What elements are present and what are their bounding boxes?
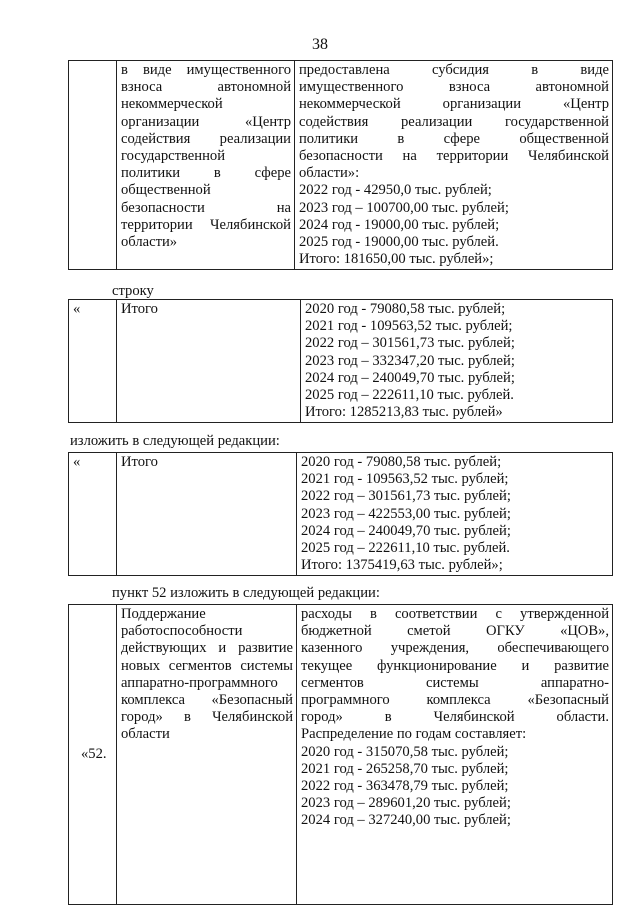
- text-line: содействия реализации: [121, 130, 291, 147]
- text-line: 2021 год - 109563,52 тыс. рублей;: [305, 318, 513, 335]
- text-line: области»: [121, 234, 178, 251]
- text-line: 2023 год – 100700,00 тыс. рублей;: [299, 199, 509, 216]
- text-line: 2025 год - 19000,00 тыс. рублей.: [299, 234, 499, 251]
- paragraph-stroku: строку: [112, 283, 154, 299]
- text-line: 2024 год – 240049,70 тыс. рублей;: [305, 369, 515, 386]
- text-line: Итого: 1375419,63 тыс. рублей»;: [301, 557, 503, 574]
- table-cell-name: [117, 61, 295, 270]
- table-item-52: [68, 604, 613, 905]
- text-line: 2023 год – 422553,00 тыс. рублей;: [301, 505, 511, 522]
- text-line: казенного учреждения, обеспечивающего: [301, 640, 609, 657]
- text-line: области»:: [299, 165, 360, 182]
- table-cell-description: [297, 453, 613, 576]
- text-line: Итого: 1285213,83 тыс. рублей»: [305, 404, 503, 421]
- text-line: 2025 год – 222611,10 тыс. рублей.: [305, 387, 514, 404]
- text-line: организации «Центр: [121, 113, 291, 130]
- text-line: 2024 год – 327240,00 тыс. рублей;: [301, 812, 511, 829]
- paragraph-item-52-instruction: пункт 52 изложить в следующей редакции:: [112, 585, 380, 601]
- text-line: 2023 год – 332347,20 тыс. рублей;: [305, 352, 515, 369]
- text-line: государственной: [121, 148, 226, 165]
- text-line: 2022 год – 301561,73 тыс. рублей;: [305, 335, 515, 352]
- total-line: Итого: 181650,00 тыс. рублей»;: [299, 251, 494, 268]
- text-line: сегментов системы аппаратно-: [301, 674, 609, 691]
- text-line: бюджетной сметой ОГКУ «ЦОВ»,: [301, 623, 609, 640]
- table-cell-number: «52.: [69, 605, 117, 905]
- text-line: политики в сфере общественной: [299, 130, 609, 147]
- table-row: [69, 605, 613, 905]
- text-line: программного комплекса «Безопасный: [301, 692, 609, 709]
- table-old-total: [68, 299, 613, 423]
- text-line: 2023 год – 289601,20 тыс. рублей;: [301, 795, 511, 812]
- text-line: 2020 год - 79080,58 тыс. рублей;: [305, 301, 506, 317]
- paragraph-edit-instruction: изложить в следующей редакции:: [70, 433, 280, 449]
- table-cell-name: Итого: [117, 300, 301, 423]
- text-line: 2020 год - 315070,58 тыс. рублей;: [301, 743, 509, 760]
- table-cell-name: [117, 605, 297, 905]
- text-line: 2021 год - 109563,52 тыс. рублей;: [301, 471, 509, 488]
- text-line: 2025 год – 222611,10 тыс. рублей.: [301, 540, 510, 557]
- text-line: текущее функционирование и развитие: [301, 657, 609, 674]
- text-line: имущественного взноса автономной: [299, 79, 609, 96]
- table-row: [69, 453, 613, 576]
- text-line: новых сегментов системы: [121, 657, 293, 674]
- table-cell-description: [297, 605, 613, 905]
- text-line: некоммерческой организации «Центр: [299, 96, 609, 113]
- table-continuation: [68, 60, 613, 270]
- text-line: политики в сфере: [121, 165, 291, 182]
- text-line: территории Челябинской: [121, 216, 291, 233]
- text-line: в виде имущественного: [121, 62, 291, 78]
- table-cell-number: «: [69, 453, 117, 576]
- text-line: аппаратно-программного: [121, 674, 278, 691]
- text-line: город» в Челябинской: [121, 709, 293, 726]
- text-line: расходы в соответствии с утвержденной: [301, 606, 609, 622]
- text-line: 2022 год - 42950,0 тыс. рублей;: [299, 182, 492, 199]
- text-line: Поддержание: [121, 606, 206, 622]
- table-row: [69, 300, 613, 423]
- text-line: 2022 год - 363478,79 тыс. рублей;: [301, 778, 509, 795]
- text-line: Распределение по годам составляет:: [301, 726, 527, 743]
- text-line: 2024 год - 19000,00 тыс. рублей;: [299, 216, 500, 233]
- text-line: взноса автономной: [121, 79, 291, 96]
- text-line: 2021 год - 265258,70 тыс. рублей;: [301, 760, 509, 777]
- text-line: безопасности на территории Челябинской: [299, 148, 609, 165]
- text-line: комплекса «Безопасный: [121, 692, 293, 709]
- table-cell-description: [295, 61, 613, 270]
- text-line: безопасности на: [121, 199, 291, 216]
- table-row: [69, 61, 613, 270]
- text-line: работоспособности: [121, 623, 243, 640]
- text-line: 2020 год - 79080,58 тыс. рублей;: [301, 454, 502, 470]
- text-line: области: [121, 726, 170, 743]
- table-cell-name: Итого: [117, 453, 297, 576]
- page-number: 38: [312, 36, 328, 53]
- text-line: город» в Челябинской области.: [301, 709, 609, 726]
- text-line: предоставлена субсидия в виде: [299, 62, 609, 78]
- table-cell-number: «: [69, 300, 117, 423]
- text-line: общественной: [121, 182, 211, 199]
- text-line: 2022 год – 301561,73 тыс. рублей;: [301, 488, 511, 505]
- text-line: 2024 год – 240049,70 тыс. рублей;: [301, 522, 511, 539]
- table-new-total: [68, 452, 613, 576]
- table-cell-number: [69, 61, 117, 270]
- text-line: действующих и развитие: [121, 640, 293, 657]
- table-cell-description: [301, 300, 613, 423]
- text-line: некоммерческой: [121, 96, 223, 113]
- text-line: содействия реализации государственной: [299, 113, 609, 130]
